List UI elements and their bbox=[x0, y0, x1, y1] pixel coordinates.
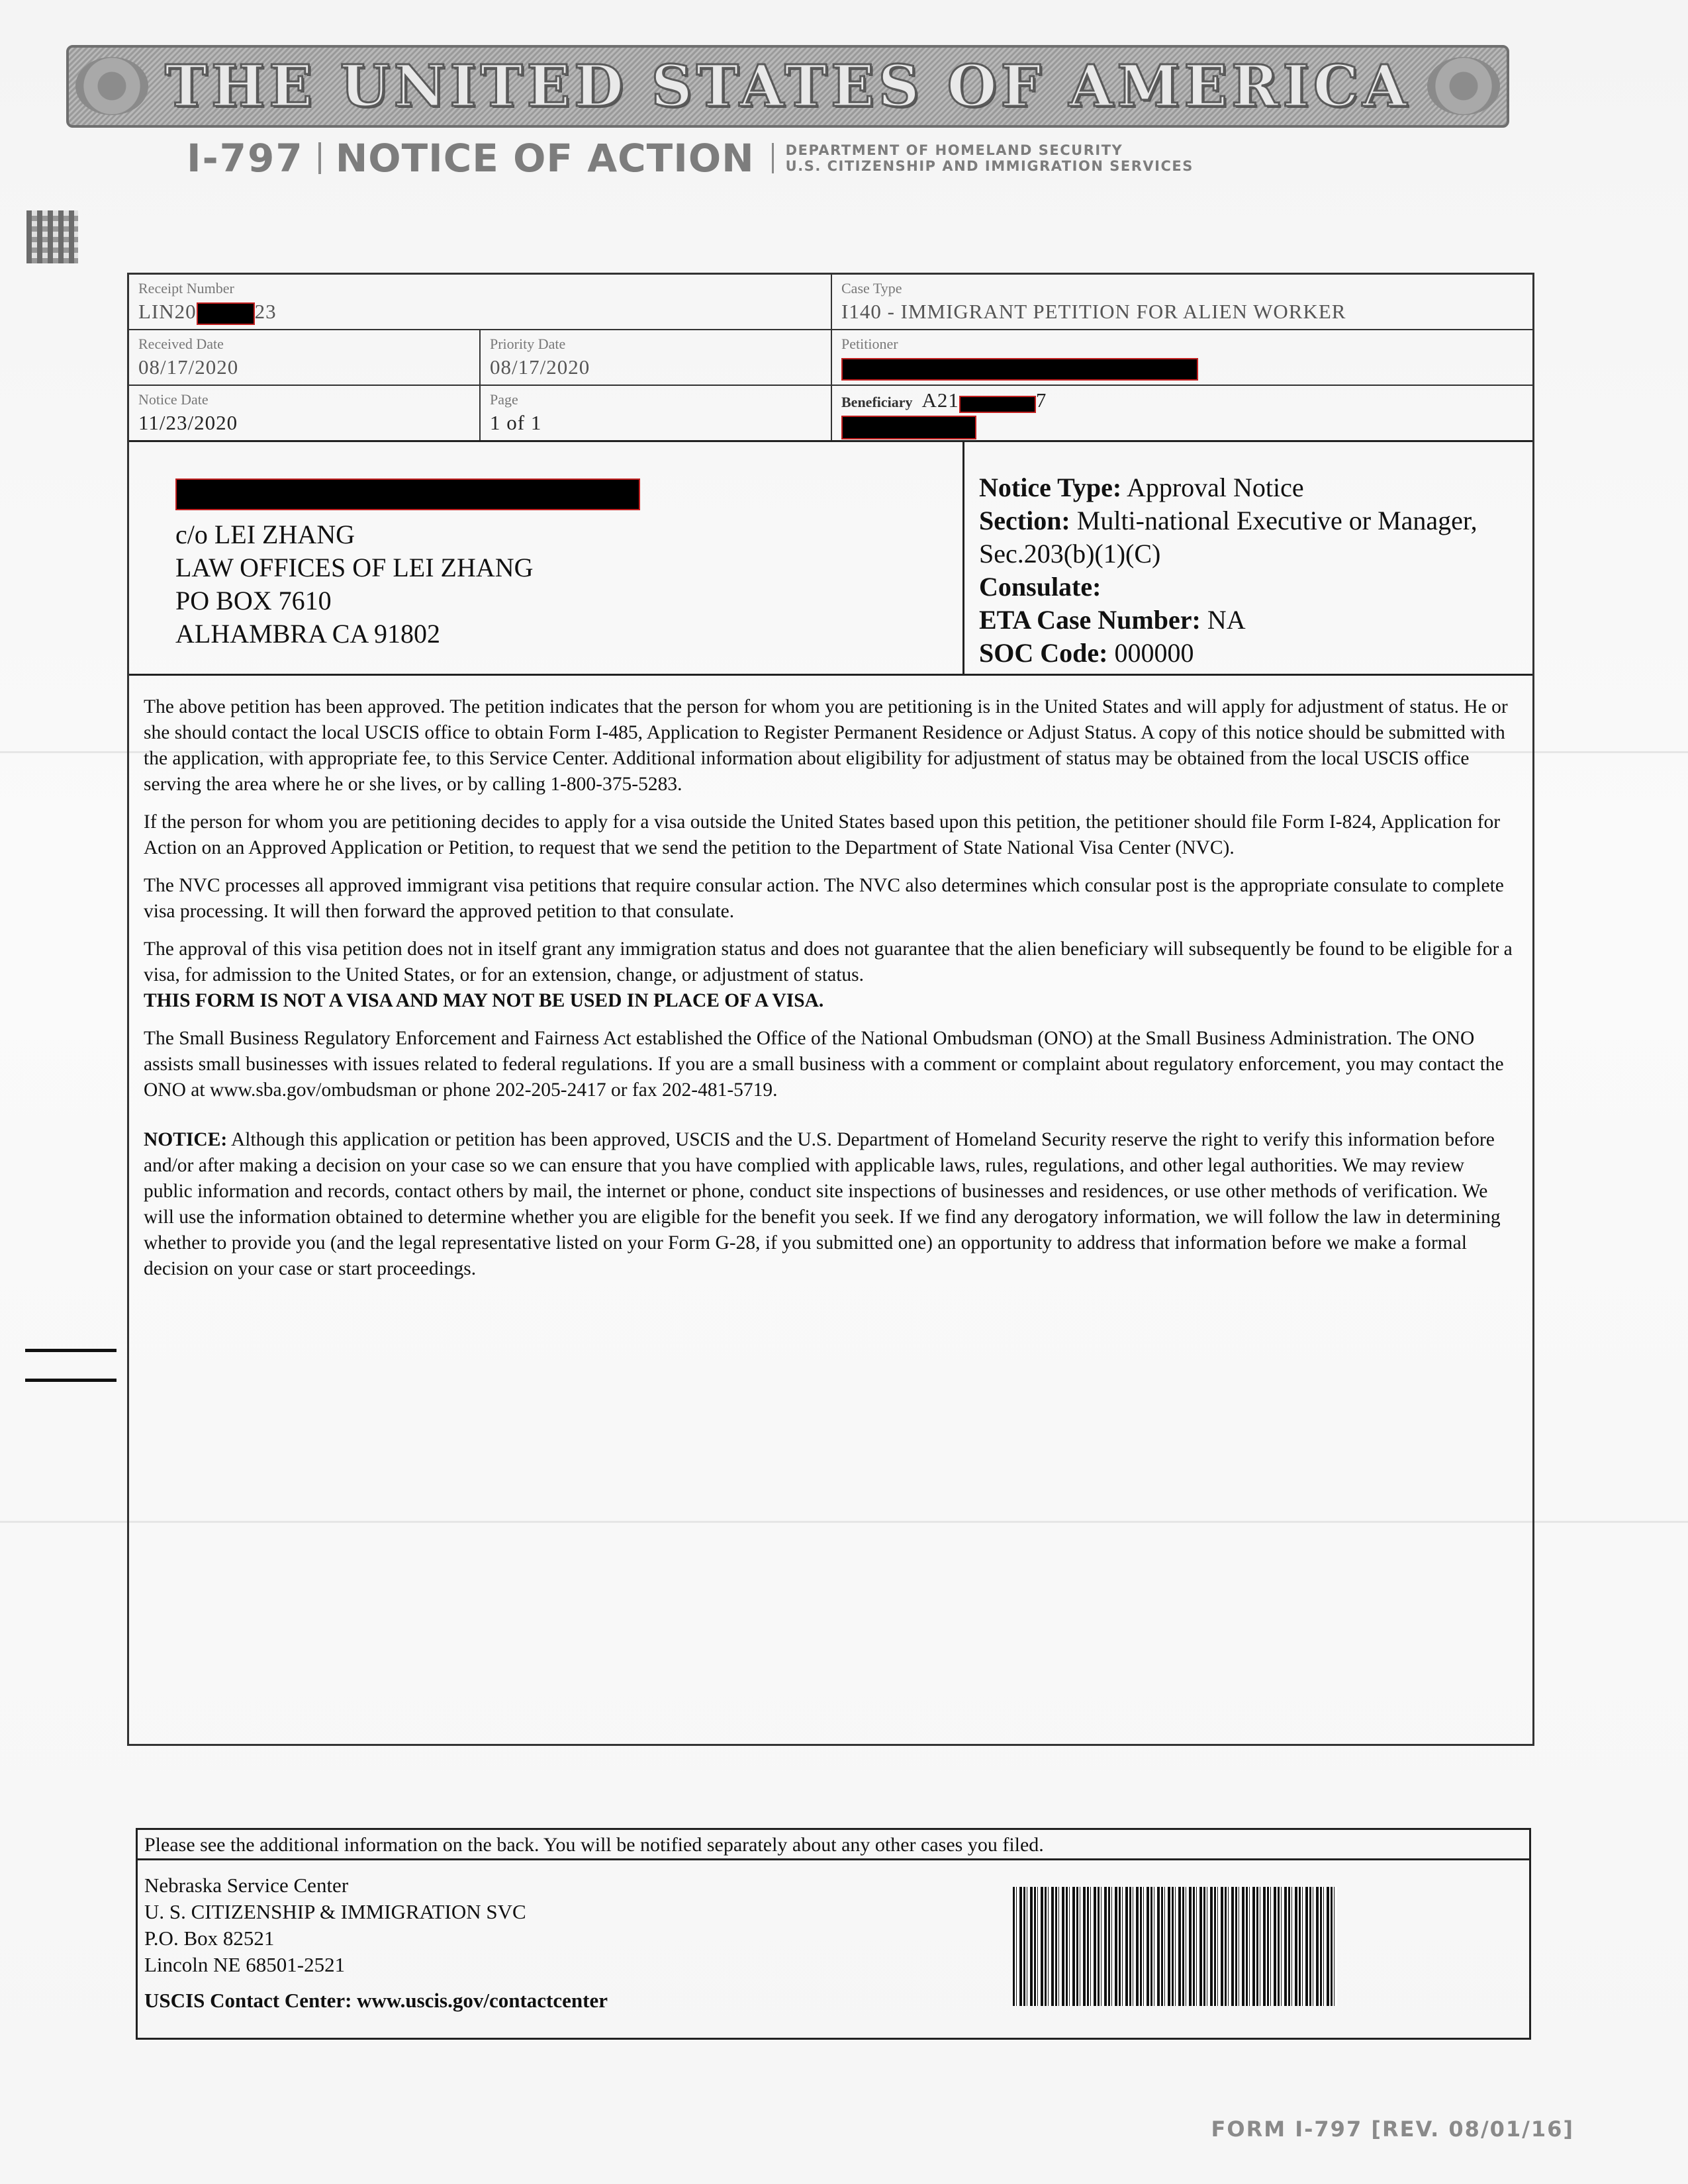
received-cell bbox=[129, 330, 481, 385]
eta-label: ETA Case Number: bbox=[979, 605, 1201, 635]
banner-ornament-icon bbox=[75, 57, 148, 115]
banner bbox=[66, 45, 1509, 128]
addressee-name bbox=[175, 475, 962, 510]
section-code: Sec.203(b)(1)(C) bbox=[979, 539, 1161, 569]
address-line: Lincoln NE 68501-2521 bbox=[144, 1953, 346, 1976]
table-row bbox=[129, 275, 1532, 330]
priority-cell bbox=[481, 330, 832, 385]
visa-warning: THIS FORM IS NOT A VISA AND MAY NOT BE USED IN PLACE OF A VISA. bbox=[144, 990, 824, 1011]
beneficiary-name bbox=[841, 416, 1523, 439]
beneficiary-label: Beneficiary bbox=[841, 394, 913, 410]
form-revision: FORM I-797 [REV. 08/01/16] bbox=[1211, 2116, 1574, 2142]
beneficiary-a-suffix: 7 bbox=[1035, 388, 1047, 412]
barcode-icon bbox=[1013, 1887, 1337, 2006]
address-section bbox=[129, 442, 1532, 676]
notice-date-label: Notice Date bbox=[138, 391, 209, 408]
eta-case bbox=[979, 604, 1532, 637]
receipt-label: Receipt Number bbox=[138, 280, 234, 296]
section-label: Section: bbox=[979, 506, 1070, 535]
banner-title: THE UNITED STATES OF AMERICA bbox=[165, 53, 1411, 120]
service-center-address bbox=[138, 1860, 1529, 2038]
page-cell bbox=[481, 386, 832, 440]
divider bbox=[318, 142, 321, 174]
notice-body bbox=[129, 676, 1532, 1744]
redaction bbox=[197, 302, 255, 325]
address-line: P.O. Box 82521 bbox=[144, 1927, 275, 1950]
address-line: U. S. CITIZENSHIP & IMMIGRATION SVC bbox=[144, 1900, 526, 1923]
consulate-label: Consulate: bbox=[979, 572, 1102, 602]
redaction bbox=[959, 396, 1036, 413]
section bbox=[979, 504, 1532, 537]
beneficiary-cell bbox=[832, 386, 1532, 440]
beneficiary-line bbox=[841, 388, 1523, 413]
case-type-cell bbox=[832, 275, 1532, 329]
table-row bbox=[129, 330, 1532, 386]
paragraph: The approval of this visa petition does not in itself grant any immigration status and does not guarantee that the alien beneficiary will subsequently be found to be eligible for a visa, for admission to the United States, or for an extension, change, or adjustment of status. bbox=[144, 938, 1513, 985]
address-line: PO BOX 7610 bbox=[175, 585, 332, 615]
notice-text: Although this application or petition has been approved, USCIS and the U.S. Department of Homeland Security reserve the right to verify this information before and/or after making a decision on your case so we can ensure that you have complied with applicable laws, rules, regulations, and other legal authorities. We may review public information and records, contact others by mail, the internet or phone, conduct site inspections of businesses and residences, or use other methods of verification. We will use the information obtained to determine whether you are eligible for the benefit you seek. If we find any derogatory information, we will follow the law in determining whether to provide you (and the legal representative listed on your Form G-28, if you submitted one) an opportunity to address that information before we make a formal decision on your case or start proceedings. bbox=[144, 1129, 1501, 1279]
paragraph: The Small Business Regulatory Enforcement and Fairness Act established the Office of the National Ombudsman (ONO) at the Small Business Administration. The ONO assists small businesses with issues related to federal regulations. If you are a small business with a comment or complaint about regulatory enforcement, you may contact the ONO at www.sba.gov/ombudsman or phone 202-205-2417 or fax 202-481-5719. bbox=[144, 1028, 1504, 1101]
receipt-prefix: LIN20 bbox=[138, 300, 197, 323]
page-label: Page bbox=[490, 391, 518, 408]
side-mark bbox=[25, 1349, 117, 1352]
agency-line: DEPARTMENT OF HOMELAND SECURITY bbox=[785, 142, 1123, 158]
soc-label: SOC Code: bbox=[979, 638, 1108, 668]
priority-date: 08/17/2020 bbox=[490, 355, 590, 379]
form-title: NOTICE OF ACTION bbox=[335, 136, 755, 181]
case-type: I140 - IMMIGRANT PETITION FOR ALIEN WORKER bbox=[841, 300, 1346, 323]
form-number: I-797 bbox=[187, 136, 304, 181]
table-row bbox=[129, 386, 1532, 442]
notice-details bbox=[964, 442, 1532, 674]
additional-info-note: Please see the additional information on the back. You will be notified separately about any other cases you filed. bbox=[138, 1830, 1529, 1860]
agency-line: U.S. CITIZENSHIP AND IMMIGRATION SERVICES bbox=[785, 158, 1194, 174]
case-type-label: Case Type bbox=[841, 280, 902, 296]
redaction bbox=[841, 358, 1198, 381]
paragraph: The above petition has been approved. The petition indicates that the person for whom you are petitioning is in the United States and will apply for adjustment of status. He or she should contact the local USCIS office to obtain Form I-485, Application to Register Permanent Residence or Adjust Status. A copy of this notice should be submitted with the application, with appropriate fee, to this Service Center. Additional information about eligibility for adjustment of status may be obtained from the local USCIS office serving the area where he or she lives, or by calling 1-800-375-5283. bbox=[144, 696, 1508, 795]
address-line: c/o LEI ZHANG bbox=[175, 519, 355, 549]
consulate bbox=[979, 570, 1532, 604]
service-center-box bbox=[136, 1828, 1531, 2040]
banner-ornament-icon bbox=[1427, 57, 1500, 115]
page-number: 1 of 1 bbox=[490, 411, 542, 434]
notice-paragraph bbox=[144, 1127, 1518, 1282]
redaction bbox=[175, 478, 640, 510]
notice-type-value: Approval Notice bbox=[1126, 473, 1304, 502]
notice-table bbox=[127, 273, 1534, 1746]
beneficiary-a-prefix: A21 bbox=[921, 388, 959, 412]
petitioner-name bbox=[841, 355, 1523, 381]
paragraph: The NVC processes all approved immigrant visa petitions that require consular action. The NVC also determines which consular post is the appropriate consulate to complete visa processing. It will then forward the approved petition to that consulate. bbox=[144, 875, 1504, 922]
divider bbox=[772, 143, 774, 173]
soc-code bbox=[979, 637, 1532, 670]
address-line: LAW OFFICES OF LEI ZHANG bbox=[175, 552, 534, 582]
receipt-cell bbox=[129, 275, 832, 329]
petitioner-cell bbox=[832, 330, 1532, 385]
side-mark bbox=[25, 1379, 117, 1382]
priority-label: Priority Date bbox=[490, 336, 566, 352]
address-line: Nebraska Service Center bbox=[144, 1874, 349, 1897]
notice-date: 11/23/2020 bbox=[138, 411, 238, 434]
received-label: Received Date bbox=[138, 336, 224, 352]
section-value: Multi-national Executive or Manager, bbox=[1076, 506, 1477, 535]
agency-name bbox=[786, 142, 1194, 174]
petitioner-label: Petitioner bbox=[841, 336, 898, 352]
receipt-number bbox=[138, 300, 821, 325]
received-date: 08/17/2020 bbox=[138, 355, 239, 379]
2d-code-icon bbox=[26, 210, 78, 263]
notice-label: NOTICE: bbox=[144, 1129, 228, 1150]
address-line: ALHAMBRA CA 91802 bbox=[175, 618, 441, 649]
contact-center: USCIS Contact Center: www.uscis.gov/contactcenter bbox=[144, 1989, 608, 2012]
paragraph: If the person for whom you are petitioning decides to apply for a visa outside the United States based upon this petition, the petitioner should file Form I-824, Application for Action on an Approved Application or Petition, to request that we send the petition to the Department of State National Visa Center (NVC). bbox=[144, 811, 1501, 858]
form-header bbox=[187, 136, 1194, 181]
receipt-suffix: 23 bbox=[254, 300, 277, 323]
soc-value: 000000 bbox=[1114, 638, 1194, 668]
mailing-address bbox=[129, 442, 964, 674]
notice-type bbox=[979, 471, 1532, 504]
notice-type-label: Notice Type: bbox=[979, 473, 1122, 502]
eta-value: NA bbox=[1207, 605, 1246, 635]
redaction bbox=[841, 416, 976, 439]
notice-date-cell bbox=[129, 386, 481, 440]
